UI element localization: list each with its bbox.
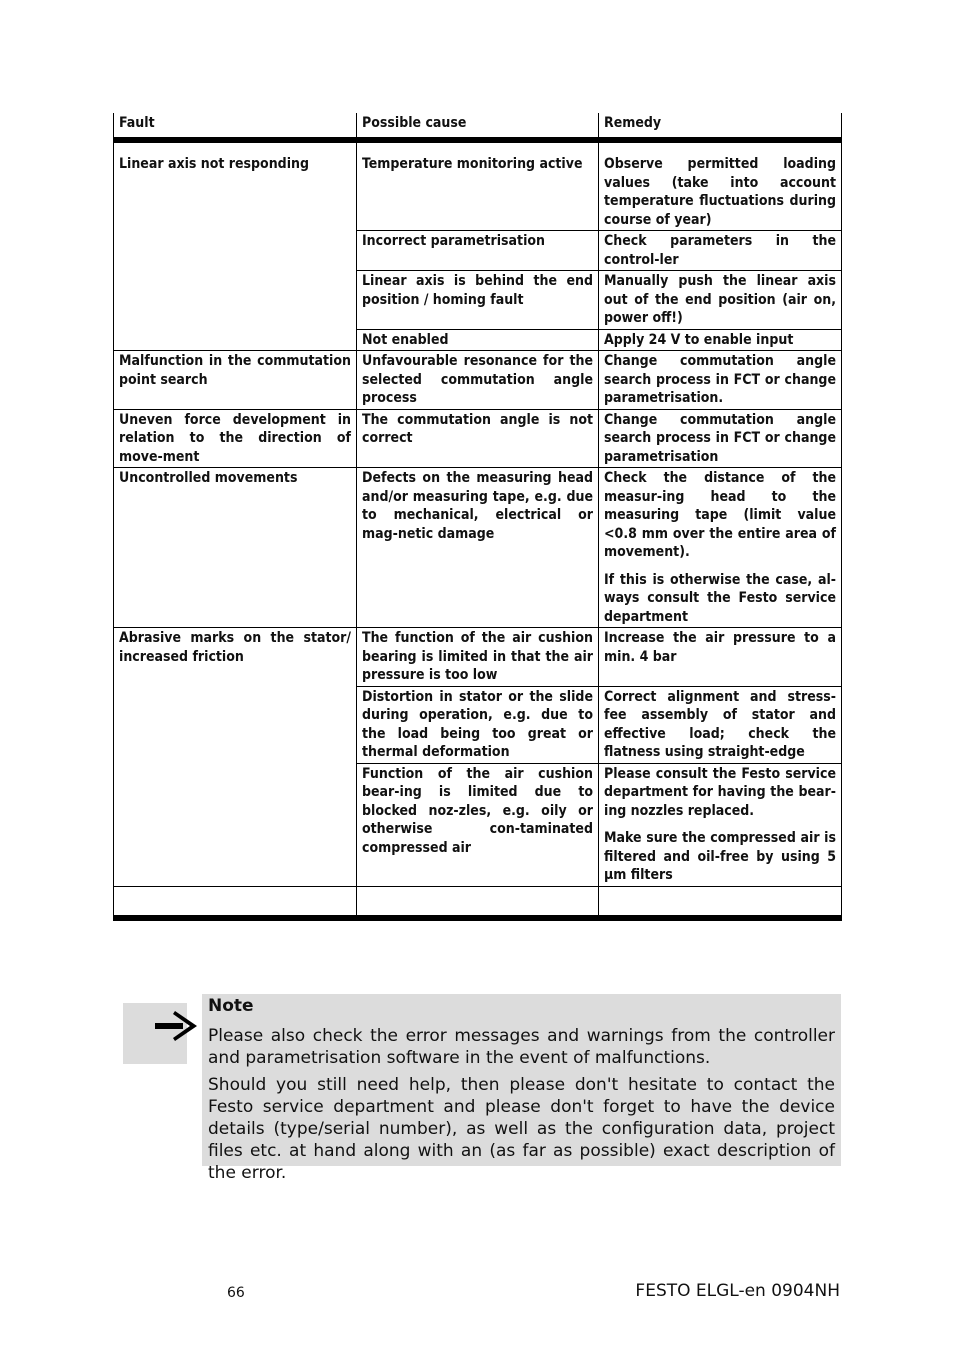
- remedy-cell: [599, 140, 842, 231]
- remedy-cell: [599, 468, 842, 628]
- empty-cell: [599, 886, 842, 918]
- remedy-text: Please consult the Festo service department for having the bear-ing nozzles replaced.: [604, 765, 836, 819]
- table-row: [114, 468, 842, 628]
- remedy-text: Check the distance of the measur-ing head to the measuring tape (limit value <0.8 mm over the entire area of movement).: [604, 470, 836, 560]
- fault-cell: Abrasive marks on the stator/ increased friction: [114, 628, 357, 887]
- remedy-text: Apply 24 V to enable input: [604, 331, 794, 348]
- remedy-text: Change commutation angle search process in FCT or change parametrisation: [604, 411, 836, 465]
- page-number: 66: [227, 1285, 245, 1301]
- note-paragraph: Please also check the error messages and warnings from the controller and parametrisation software in the event of malfunctions.: [208, 1026, 835, 1068]
- remedy-text: Correct alignment and stress-fee assembly of stator and effective load; check the flatness using straight-edge: [604, 688, 836, 760]
- cause-cell: Temperature monitoring active: [357, 140, 599, 231]
- cause-cell: The commutation angle is not correct: [357, 409, 599, 468]
- fault-cell: Linear axis not responding: [114, 140, 357, 351]
- remedy-text: Check parameters in the control-ler: [604, 233, 836, 268]
- table-row: [114, 409, 842, 468]
- empty-cell: [114, 886, 357, 918]
- table-row: [114, 140, 842, 231]
- remedy-text: If this is otherwise the case, al-ways consult the Festo service department: [604, 571, 836, 625]
- cause-cell: Distortion in stator or the slide during operation, e.g. due to the load being too great or thermal deformation: [357, 686, 599, 763]
- cause-cell: Unfavourable resonance for the selected commutation angle process: [357, 351, 599, 410]
- table-row: [114, 351, 842, 410]
- header-remedy: Remedy: [599, 113, 842, 140]
- remedy-cell: [599, 271, 842, 330]
- table-empty-row: [114, 886, 842, 918]
- cause-cell: Not enabled: [357, 329, 599, 351]
- header-possible-cause: Possible cause: [357, 113, 599, 140]
- cause-cell: The function of the air cushion bearing is limited in that the air pressure is too low: [357, 628, 599, 687]
- remedy-cell: [599, 329, 842, 351]
- remedy-cell: [599, 409, 842, 468]
- remedy-cell: [599, 231, 842, 271]
- cause-cell: Defects on the measuring head and/or measuring tape, e.g. due to mechanical, electrical or mag-netic damage: [357, 468, 599, 628]
- remedy-text: Manually push the linear axis out of the end position (air on, power off!): [604, 273, 836, 326]
- fault-cell: Malfunction in the commutation point search: [114, 351, 357, 410]
- remedy-cell: [599, 686, 842, 763]
- fault-cell: Uncontrolled movements: [114, 468, 357, 628]
- remedy-text: Change commutation angle search process in FCT or change parametrisation.: [604, 353, 836, 406]
- note-box: [202, 994, 841, 1183]
- empty-cell: [357, 886, 599, 918]
- remedy-cell: [599, 351, 842, 410]
- note-title: Note: [208, 996, 254, 1016]
- document-id: FESTO ELGL-en 0904NH: [635, 1281, 840, 1301]
- table-row: [114, 628, 842, 687]
- remedy-text: Observe permitted loading values (take into account temperature fluctuations during course of year): [604, 156, 836, 228]
- right-arrow-icon: [153, 1008, 203, 1048]
- remedy-cell: [599, 628, 842, 687]
- remedy-cell: [599, 763, 842, 886]
- cause-cell: Linear axis is behind the end position / homing fault: [357, 271, 599, 330]
- header-fault: Fault: [114, 113, 357, 140]
- remedy-text: Increase the air pressure to a min. 4 bar: [604, 630, 836, 665]
- table-header-row: [114, 113, 842, 140]
- fault-cell: Uneven force development in relation to the direction of move-ment: [114, 409, 357, 468]
- fault-table: [113, 113, 842, 921]
- remedy-text: Make sure the compressed air is filtered and oil-free by using 5 µm filters: [604, 830, 836, 883]
- note-paragraph: Should you still need help, then please don't hesitate to contact the Festo service department and please don't forget to have the device details (type/serial number), as well as the configuration data, project files etc. at hand along with an (as far as possible) exact description of the error.: [208, 1075, 835, 1183]
- cause-cell: Incorrect parametrisation: [357, 231, 599, 271]
- cause-cell: Function of the air cushion bear-ing is limited due to blocked noz-zles, e.g. oily or otherwise con-taminated compressed air: [357, 763, 599, 886]
